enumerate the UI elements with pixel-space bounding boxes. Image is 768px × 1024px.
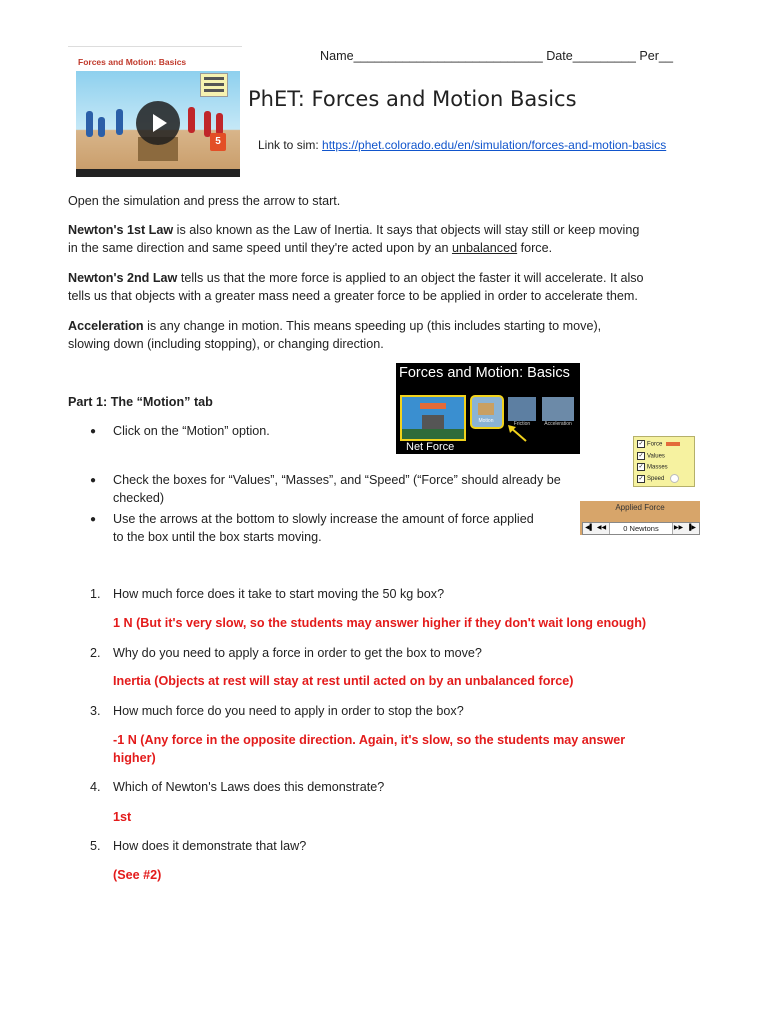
- acceleration-text: slowing down (including stopping), or changing direction.: [68, 337, 384, 351]
- html5-icon: 5: [210, 133, 226, 151]
- fast-right-icon[interactable]: ▶▶: [673, 525, 684, 531]
- sim-thumbnail[interactable]: [68, 46, 242, 179]
- bullet-text: to the box until the box starts moving.: [113, 530, 322, 544]
- acceleration-term: Acceleration: [68, 319, 144, 333]
- answer-text: -1 N (Any force in the opposite direction. Again, it's slow, so the students may answer: [113, 733, 626, 747]
- bullet-dot: ●: [90, 426, 97, 437]
- checkbox-masses[interactable]: ✓: [638, 464, 644, 470]
- person-figure-icon: [98, 117, 105, 137]
- checkbox-label: Values: [647, 453, 665, 460]
- applied-force-control: [582, 522, 700, 535]
- link-prefix: Link to sim:: [258, 138, 323, 152]
- box-icon: [478, 403, 494, 415]
- applied-force-title: Applied Force: [615, 503, 665, 512]
- law1-text: is also known as the Law of Inertia. It says that objects will stay still or keep moving: [173, 223, 640, 237]
- step-right-icon[interactable]: ▐▶: [687, 525, 696, 531]
- law2-text: tells us that objects with a greater mass need a greater force to be applied in order to accelerate them.: [68, 289, 638, 303]
- bullet-dot: ●: [90, 475, 97, 486]
- tab-acceleration[interactable]: [542, 397, 574, 421]
- question-number: 4.: [90, 780, 101, 794]
- question-number: 5.: [90, 839, 101, 853]
- tab-friction[interactable]: [508, 397, 536, 421]
- law1-text: force.: [517, 241, 553, 255]
- bullet-text: checked): [113, 491, 165, 505]
- answer-text: 1st: [113, 810, 132, 824]
- law1-paragraph: [68, 221, 708, 257]
- applied-force-value: 0 Newtons: [609, 523, 673, 534]
- speedometer-icon: [670, 474, 679, 483]
- pointer-arrow-icon: [506, 425, 528, 443]
- fast-left-icon[interactable]: ◀◀: [596, 525, 607, 531]
- law1-underlined: unbalanced: [451, 241, 518, 255]
- thumbnail-control-panel: [200, 73, 228, 97]
- net-force-label: Net Force: [406, 441, 455, 453]
- tab-acceleration-label: Acceleration: [544, 421, 572, 427]
- arrow-icon: [420, 403, 446, 409]
- net-force-tile[interactable]: [400, 395, 466, 441]
- person-figure-icon: [216, 113, 223, 135]
- checkbox-label: Speed: [647, 476, 665, 483]
- question-text: Why do you need to apply a force in order to get the box to move?: [113, 646, 482, 660]
- sim-link[interactable]: https://phet.colorado.edu/en/simulation/forces-and-motion-basics: [322, 138, 667, 152]
- law1-text: in the same direction and same speed until they're acted upon by an: [68, 241, 452, 255]
- question-number: 2.: [90, 646, 101, 660]
- cart-icon: [422, 415, 444, 429]
- intro-text: Open the simulation and press the arrow to start.: [68, 194, 341, 208]
- checkbox-values[interactable]: ✓: [638, 453, 644, 459]
- question-text: How does it demonstrate that law?: [113, 839, 307, 853]
- bullet-text: Click on the “Motion” option.: [113, 424, 270, 438]
- part1-heading: Part 1: The “Motion” tab: [68, 395, 213, 409]
- person-figure-icon: [116, 109, 123, 135]
- thumbnail-footer-bar: [76, 169, 240, 177]
- law2-term: Newton's 2nd Law: [68, 271, 178, 285]
- play-icon[interactable]: [136, 101, 180, 145]
- bullet-dot: ●: [90, 514, 97, 525]
- question-text: How much force does it take to start moving the 50 kg box?: [113, 587, 445, 601]
- checkbox-speed[interactable]: ✓: [638, 475, 644, 482]
- thumbnail-scene: [76, 71, 240, 177]
- checkbox-panel-screenshot: [633, 436, 695, 487]
- law1-term: Newton's 1st Law: [68, 223, 174, 237]
- name-date-period-line: Name___________________________ Date_________ Per__: [320, 49, 673, 63]
- person-figure-icon: [86, 111, 93, 137]
- question-text: How much force do you need to apply in order to stop the box?: [113, 704, 464, 718]
- step-left-icon[interactable]: ◀▌: [585, 525, 594, 531]
- bullet-text: Check the boxes for “Values”, “Masses”, and “Speed” (“Force” should already be: [113, 473, 561, 487]
- tab-friction-label: Friction: [513, 421, 531, 427]
- force-arrow-icon: [666, 442, 680, 446]
- law2-text: tells us that the more force is applied to an object the faster it will accelerate. It also: [177, 271, 644, 285]
- answer-text: higher): [113, 751, 156, 765]
- sim-menu-screenshot: [396, 363, 580, 454]
- acceleration-paragraph: [68, 317, 708, 353]
- tab-motion-label: Motion: [478, 418, 494, 424]
- person-figure-icon: [188, 107, 195, 133]
- law2-paragraph: [68, 269, 708, 305]
- question-text: Which of Newton's Laws does this demonstrate?: [113, 780, 385, 794]
- banner-title: Forces and Motion: Basics: [399, 365, 570, 381]
- question-number: 1.: [90, 587, 101, 601]
- bullet-text: Use the arrows at the bottom to slowly increase the amount of force applied: [113, 512, 534, 526]
- checkbox-label: Masses: [647, 464, 668, 471]
- thumbnail-title: Forces and Motion: Basics: [78, 57, 187, 67]
- answer-text: 1 N (But it's very slow, so the students may answer higher if they don't wait long enough): [113, 616, 647, 630]
- page-title: PhET: Forces and Motion Basics: [248, 87, 577, 111]
- applied-force-screenshot: [580, 501, 700, 535]
- answer-text: Inertia (Objects at rest will stay at rest until acted on by an unbalanced force): [113, 674, 574, 688]
- checkbox-force[interactable]: ✓: [638, 441, 644, 447]
- acceleration-text: is any change in motion. This means speeding up (this includes starting to move),: [143, 319, 602, 333]
- question-number: 3.: [90, 704, 101, 718]
- answer-text: (See #2): [113, 868, 162, 882]
- checkbox-label: Force: [647, 441, 663, 448]
- sim-link-line: [258, 136, 666, 154]
